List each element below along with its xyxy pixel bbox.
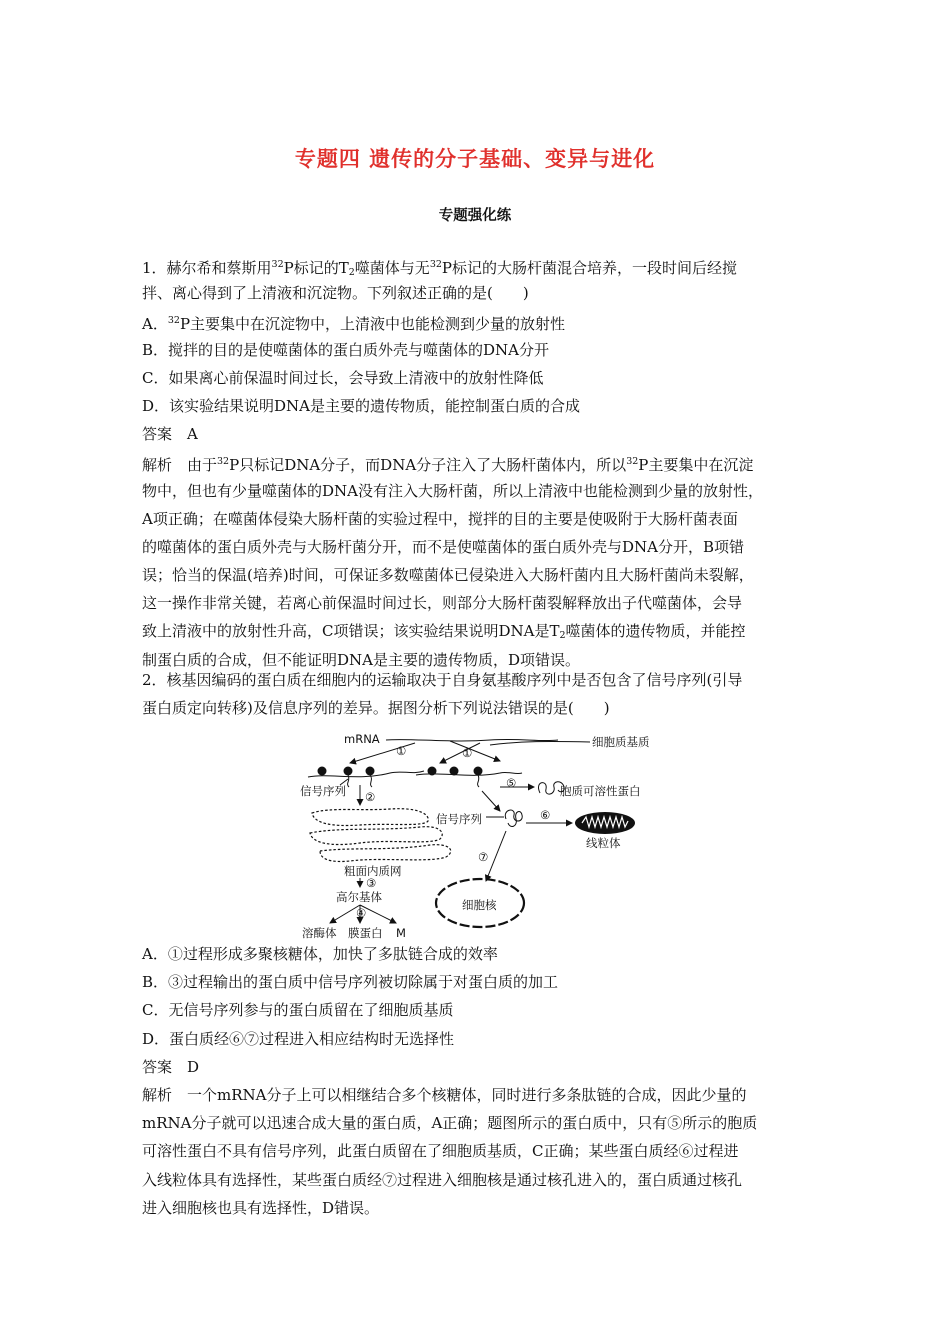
- question-2-stem: [142, 666, 818, 722]
- question-2-explanation-line-2: mRNA分子就可以迅速合成大量的蛋白质，A正确；题图所示的蛋白质中，只有⑤所示的胞质: [142, 1114, 758, 1133]
- rough-er-shape: [310, 809, 451, 862]
- question-2-option-c: C．无信号序列参与的蛋白质留在了细胞质基质: [142, 1001, 454, 1020]
- ribosome: [344, 767, 353, 776]
- step-1-left-number: ①: [396, 744, 407, 758]
- ribosome: [318, 767, 327, 776]
- question-1-explanation-line-1: 解析 由于$^{32}$P只标记DNA分子，而DNA分子注入了大肠杆菌体内，所以$^{32}$P主要集中在沉淀: [142, 456, 754, 475]
- nascent-peptide: [478, 775, 479, 787]
- ribosome: [366, 767, 375, 776]
- step-2-number: ②: [365, 790, 376, 804]
- question-2-stem-line-1: 2．核基因编码的蛋白质在细胞内的运输取决于自身氨基酸序列中是否包含了信号序列(引导: [142, 671, 743, 689]
- mrna-label: mRNA: [344, 732, 380, 746]
- question-2-body: [142, 940, 818, 1222]
- step-3-number: ③: [366, 876, 377, 890]
- question-2-explanation-line-3: 可溶性蛋白不具有信号序列，此蛋白质留在了细胞质基质，C正确；某些蛋白质经⑥过程进: [142, 1142, 739, 1161]
- nascent-peptide: [370, 775, 372, 787]
- question-2-stem-line-2: 蛋白质定向转移)及信息序列的差异。据图分析下列说法错误的是( ): [142, 699, 610, 718]
- signal-seq-left-label: 信号序列: [300, 784, 346, 798]
- question-1-explanation-line-4: 的噬菌体的蛋白质外壳与大肠杆菌分开，而不是使噬菌体的蛋白质外壳与DNA分开，B项错: [142, 537, 745, 556]
- protein-transport-diagram: [290, 727, 670, 943]
- page-title: 专题四 遗传的分子基础、变异与进化: [294, 147, 656, 171]
- golgi-label: 高尔基体: [336, 890, 382, 904]
- question-1: [142, 251, 818, 674]
- question-1-explanation-line-8: 制蛋白质的合成，但不能证明DNA是主要的遗传物质，D项错误。: [142, 650, 581, 669]
- question-1-stem-line-2: 拌、离心得到了上清液和沉淀物。下列叙述正确的是( ): [142, 284, 529, 303]
- folded-protein-shape: [505, 810, 522, 826]
- cytosol-line: [490, 741, 590, 745]
- question-2-option-d: D．蛋白质经⑥⑦过程进入相应结构时无选择性: [142, 1029, 455, 1048]
- step-6-number: ⑥: [540, 808, 551, 822]
- step-7-number: ⑦: [478, 850, 489, 864]
- signal-seq-right-label: 信号序列: [436, 812, 482, 826]
- step-1-right-number: ①: [462, 746, 473, 760]
- arrow-step-1-right: [440, 743, 480, 763]
- question-2-explanation-line-5: 进入细胞核也具有选择性，D错误。: [142, 1198, 380, 1217]
- arrow-to-signal-protein: [482, 791, 500, 811]
- mitochondrion-label: 线粒体: [586, 836, 621, 850]
- cytosol-label: 细胞质基质: [592, 735, 650, 749]
- rough-er-label: 粗面内质网: [344, 864, 402, 878]
- question-2-explanation-line-4: 入线粒体具有选择性，某些蛋白质经⑦过程进入细胞核是通过核孔进入的，蛋白质通过核孔: [142, 1170, 743, 1189]
- question-2-explanation-line-1: 解析 一个mRNA分子上可以相继结合多个核糖体，同时进行多条肽链的合成，因此少量的: [142, 1085, 747, 1104]
- mrna-strand: [386, 739, 558, 741]
- m-label: M: [396, 926, 406, 940]
- step-5-number: ⑤: [506, 776, 517, 790]
- question-1-option-a: A．$^{32}$P主要集中在沉淀物中，上清液中也能检测到少量的放射性: [142, 315, 566, 334]
- question-1-option-b: B．搅拌的目的是使噬菌体的蛋白质外壳与噬菌体的DNA分开: [142, 340, 550, 359]
- question-2-answer: 答案 D: [142, 1057, 200, 1076]
- section-subtitle: 专题强化练: [438, 208, 512, 224]
- ribosome: [474, 767, 483, 776]
- nucleus-label: 细胞核: [462, 898, 497, 912]
- question-1-option-c: C．如果离心前保温时间过长，会导致上清液中的放射性降低: [142, 368, 544, 387]
- ribosome: [428, 767, 437, 776]
- arrow-step-7: [486, 831, 506, 881]
- question-1-explanation-line-6: 这一操作非常关键，若离心前保温时间过长，则部分大肠杆菌裂解释放出子代噬菌体，会导: [142, 594, 743, 613]
- membrane-protein-label: 膜蛋白: [348, 926, 383, 940]
- question-1-explanation-line-5: 误；恰当的保温(培养)时间，可保证多数噬菌体已侵染进入大肠杆菌内且大肠杆菌尚未裂解，: [142, 566, 754, 585]
- question-2-option-a: A．①过程形成多聚核糖体，加快了多肽链合成的效率: [142, 945, 498, 963]
- question-1-answer: 答案 A: [142, 425, 198, 444]
- question-1-explanation-line-7: 致上清液中的放射性升高，C项错误；该实验结果说明DNA是$T_2$噬菌体的遗传物质，并能控: [142, 622, 746, 642]
- step-4-number: ④: [356, 906, 367, 920]
- lysosome-label: 溶酶体: [302, 926, 337, 940]
- question-1-option-d: D．该实验结果说明DNA是主要的遗传物质，能控制蛋白质的合成: [142, 396, 581, 415]
- question-1-explanation-line-3: A项正确；在噬菌体侵染大肠杆菌的实验过程中，搅拌的目的主要是使吸附于大肠杆菌表面: [142, 509, 738, 528]
- ribosome: [450, 767, 459, 776]
- mitochondrion-shape: [575, 812, 635, 834]
- question-1-stem-line-1: 1．赫尔希和蔡斯用$^{32}$P标记的$T_2$噬菌体与无$^{32}$P标记的大肠杆菌混合培养，一段时间后经搅: [142, 259, 738, 278]
- cytosolic-protein-label: 胞质可溶性蛋白: [560, 784, 641, 798]
- arrow-step-1-mid: [450, 741, 500, 761]
- question-2-option-b: B．③过程输出的蛋白质中信号序列被切除属于对蛋白质的加工: [142, 973, 559, 992]
- question-1-explanation-line-2: 物中，但也有少量噬菌体的DNA没有注入大肠杆菌，所以上清液中也能检测到少量的放射性，: [142, 481, 763, 500]
